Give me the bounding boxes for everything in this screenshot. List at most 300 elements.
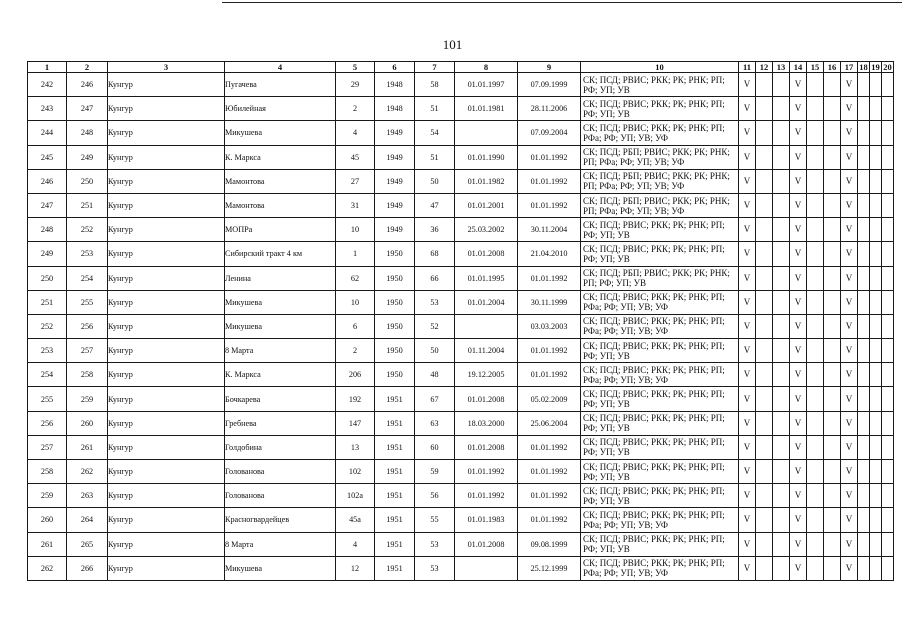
mark-cell-col-16 [824,121,841,145]
build-year-cell: 1949 [375,218,415,242]
mark-cell-col-17: V [841,339,858,363]
city-cell: Кунгур [108,339,225,363]
house-number-cell: 10 [336,218,375,242]
mark-cell-col-12 [756,290,773,314]
mark-cell-col-12 [756,145,773,169]
mark-cell-col-15 [807,556,824,580]
wear-percent-cell: 60 [415,435,455,459]
mark-cell-col-12 [756,484,773,508]
mark-cell-col-17: V [841,121,858,145]
mark-cell-col-16 [824,145,841,169]
house-number-cell: 6 [336,314,375,338]
mark-cell-col-11: V [739,411,756,435]
col-header: 10 [581,62,739,73]
mark-cell-col-19 [870,532,882,556]
mark-cell-col-15 [807,266,824,290]
house-number-cell: 102а [336,484,375,508]
mark-cell-col-12 [756,97,773,121]
mark-cell-col-14: V [790,145,807,169]
mark-cell-col-20 [882,242,894,266]
mark-cell-col-13 [773,97,790,121]
street-cell: Красногвардейцев [225,508,336,532]
mark-cell-col-15 [807,193,824,217]
city-cell: Кунгур [108,460,225,484]
row-number-cell: 245 [28,145,67,169]
city-cell: Кунгур [108,387,225,411]
date-1-cell: 01.01.2008 [455,435,518,459]
house-id-cell: 265 [67,532,108,556]
mark-cell-col-17: V [841,435,858,459]
house-id-cell: 253 [67,242,108,266]
works-list-cell: СК; ПСД; РБП; РВИС; РКК; РК; РНК; РП; РФ; УП; УВ [581,266,739,290]
mark-cell-col-16 [824,532,841,556]
works-list-cell: СК; ПСД; РВИС; РКК; РК; РНК; РП; РФ; УП; УВ [581,532,739,556]
house-id-cell: 256 [67,314,108,338]
house-id-cell: 263 [67,484,108,508]
mark-cell-col-11: V [739,339,756,363]
row-number-cell: 256 [28,411,67,435]
city-cell: Кунгур [108,218,225,242]
mark-cell-col-12 [756,314,773,338]
mark-cell-col-14: V [790,435,807,459]
house-id-cell: 261 [67,435,108,459]
mark-cell-col-18 [858,242,870,266]
build-year-cell: 1948 [375,97,415,121]
mark-cell-col-13 [773,242,790,266]
wear-percent-cell: 53 [415,532,455,556]
house-number-cell: 27 [336,169,375,193]
works-list-cell: СК; ПСД; РВИС; РКК; РК; РНК; РП; РФ; УП; УВ [581,73,739,97]
mark-cell-col-17: V [841,218,858,242]
mark-cell-col-19 [870,242,882,266]
row-number-cell: 258 [28,460,67,484]
house-number-cell: 192 [336,387,375,411]
date-1-cell: 18.03.2000 [455,411,518,435]
mark-cell-col-15 [807,339,824,363]
date-2-cell: 01.01.1992 [518,145,581,169]
mark-cell-col-14: V [790,363,807,387]
mark-cell-col-19 [870,435,882,459]
mark-cell-col-17: V [841,242,858,266]
table-row [28,508,894,532]
row-number-cell: 248 [28,218,67,242]
table-row [28,556,894,580]
page-number: 101 [442,37,463,52]
mark-cell-col-14: V [790,508,807,532]
mark-cell-col-12 [756,169,773,193]
mark-cell-col-16 [824,411,841,435]
mark-cell-col-14: V [790,556,807,580]
mark-cell-col-20 [882,193,894,217]
mark-cell-col-16 [824,508,841,532]
mark-cell-col-16 [824,290,841,314]
col-header: 13 [773,62,790,73]
mark-cell-col-15 [807,314,824,338]
wear-percent-cell: 59 [415,460,455,484]
house-number-cell: 45а [336,508,375,532]
mark-cell-col-20 [882,387,894,411]
city-cell: Кунгур [108,97,225,121]
house-id-cell: 255 [67,290,108,314]
date-2-cell: 30.11.1999 [518,290,581,314]
date-2-cell: 03.03.2003 [518,314,581,338]
mark-cell-col-17: V [841,387,858,411]
mark-cell-col-13 [773,532,790,556]
mark-cell-col-13 [773,363,790,387]
house-number-cell: 62 [336,266,375,290]
mark-cell-col-12 [756,218,773,242]
wear-percent-cell: 51 [415,145,455,169]
mark-cell-col-16 [824,314,841,338]
row-number-cell: 252 [28,314,67,338]
row-number-cell: 249 [28,242,67,266]
mark-cell-col-12 [756,339,773,363]
mark-cell-col-20 [882,411,894,435]
wear-percent-cell: 53 [415,290,455,314]
mark-cell-col-20 [882,218,894,242]
mark-cell-col-16 [824,460,841,484]
date-2-cell: 01.01.1992 [518,435,581,459]
mark-cell-col-18 [858,121,870,145]
date-1-cell: 01.01.1992 [455,460,518,484]
street-cell: Ленина [225,266,336,290]
col-header: 16 [824,62,841,73]
city-cell: Кунгур [108,508,225,532]
mark-cell-col-19 [870,508,882,532]
city-cell: Кунгур [108,266,225,290]
build-year-cell: 1951 [375,435,415,459]
mark-cell-col-20 [882,532,894,556]
date-2-cell: 28.11.2006 [518,97,581,121]
col-header: 14 [790,62,807,73]
mark-cell-col-15 [807,484,824,508]
row-number-cell: 242 [28,73,67,97]
mark-cell-col-15 [807,145,824,169]
mark-cell-col-19 [870,484,882,508]
row-number-cell: 244 [28,121,67,145]
table-row [28,193,894,217]
mark-cell-col-15 [807,532,824,556]
mark-cell-col-16 [824,387,841,411]
mark-cell-col-14: V [790,266,807,290]
mark-cell-col-17: V [841,145,858,169]
col-header: 6 [375,62,415,73]
table-row [28,435,894,459]
table-row [28,314,894,338]
city-cell: Кунгур [108,363,225,387]
city-cell: Кунгур [108,193,225,217]
mark-cell-col-13 [773,145,790,169]
build-year-cell: 1951 [375,508,415,532]
house-id-cell: 262 [67,460,108,484]
works-list-cell: СК; ПСД; РВИС; РКК; РК; РНК; РП; РФ; УП; УВ [581,435,739,459]
house-number-cell: 2 [336,339,375,363]
mark-cell-col-13 [773,73,790,97]
mark-cell-col-11: V [739,484,756,508]
mark-cell-col-20 [882,508,894,532]
house-number-cell: 147 [336,411,375,435]
mark-cell-col-11: V [739,218,756,242]
date-1-cell: 01.01.1995 [455,266,518,290]
mark-cell-col-17: V [841,97,858,121]
col-header: 4 [225,62,336,73]
date-2-cell: 01.01.1992 [518,266,581,290]
build-year-cell: 1949 [375,169,415,193]
house-number-cell: 45 [336,145,375,169]
mark-cell-col-19 [870,363,882,387]
wear-percent-cell: 48 [415,363,455,387]
house-id-cell: 251 [67,193,108,217]
mark-cell-col-17: V [841,169,858,193]
wear-percent-cell: 51 [415,97,455,121]
date-1-cell [455,556,518,580]
mark-cell-col-12 [756,242,773,266]
date-1-cell [455,314,518,338]
mark-cell-col-16 [824,218,841,242]
table-row [28,484,894,508]
mark-cell-col-18 [858,145,870,169]
mark-cell-col-17: V [841,532,858,556]
mark-cell-col-20 [882,339,894,363]
works-list-cell: СК; ПСД; РВИС; РКК; РК; РНК; РП; РФ; УП; УВ [581,339,739,363]
table-body [28,73,894,581]
mark-cell-col-14: V [790,460,807,484]
street-cell: МОПРа [225,218,336,242]
mark-cell-col-11: V [739,97,756,121]
mark-cell-col-17: V [841,556,858,580]
mark-cell-col-16 [824,556,841,580]
mark-cell-col-11: V [739,242,756,266]
mark-cell-col-19 [870,73,882,97]
street-cell: К. Маркса [225,145,336,169]
works-list-cell: СК; ПСД; РВИС; РКК; РК; РНК; РП; РФ; УП; УВ [581,387,739,411]
street-cell: Мамонтова [225,169,336,193]
wear-percent-cell: 50 [415,169,455,193]
house-id-cell: 246 [67,73,108,97]
house-id-cell: 247 [67,97,108,121]
date-1-cell: 01.01.1997 [455,73,518,97]
house-number-cell: 10 [336,290,375,314]
table-row [28,411,894,435]
mark-cell-col-20 [882,73,894,97]
mark-cell-col-17: V [841,290,858,314]
wear-percent-cell: 63 [415,411,455,435]
mark-cell-col-17: V [841,484,858,508]
street-cell: Микушева [225,290,336,314]
wear-percent-cell: 54 [415,121,455,145]
row-number-cell: 246 [28,169,67,193]
mark-cell-col-12 [756,532,773,556]
date-1-cell: 01.01.1992 [455,484,518,508]
col-header: 15 [807,62,824,73]
mark-cell-col-15 [807,121,824,145]
house-id-cell: 252 [67,218,108,242]
col-header: 12 [756,62,773,73]
city-cell: Кунгур [108,556,225,580]
mark-cell-col-13 [773,193,790,217]
mark-cell-col-19 [870,411,882,435]
mark-cell-col-18 [858,169,870,193]
house-number-cell: 31 [336,193,375,217]
mark-cell-col-19 [870,314,882,338]
build-year-cell: 1950 [375,290,415,314]
col-header: 11 [739,62,756,73]
mark-cell-col-16 [824,97,841,121]
mark-cell-col-16 [824,484,841,508]
mark-cell-col-18 [858,508,870,532]
wear-percent-cell: 52 [415,314,455,338]
city-cell: Кунгур [108,411,225,435]
date-2-cell: 05.02.2009 [518,387,581,411]
mark-cell-col-14: V [790,73,807,97]
house-id-cell: 248 [67,121,108,145]
works-list-cell: СК; ПСД; РБП; РВИС; РКК; РК; РНК; РП; РФа; РФ; УП; УВ; УФ [581,145,739,169]
mark-cell-col-12 [756,556,773,580]
row-number-cell: 247 [28,193,67,217]
mark-cell-col-20 [882,290,894,314]
mark-cell-col-15 [807,435,824,459]
mark-cell-col-14: V [790,484,807,508]
house-number-cell: 12 [336,556,375,580]
date-2-cell: 30.11.2004 [518,218,581,242]
mark-cell-col-20 [882,363,894,387]
row-number-cell: 260 [28,508,67,532]
mark-cell-col-11: V [739,314,756,338]
mark-cell-col-13 [773,290,790,314]
col-header: 8 [455,62,518,73]
date-2-cell: 01.01.1992 [518,484,581,508]
col-header: 3 [108,62,225,73]
mark-cell-col-20 [882,435,894,459]
col-header: 17 [841,62,858,73]
city-cell: Кунгур [108,314,225,338]
mark-cell-col-20 [882,145,894,169]
street-cell: Голованова [225,484,336,508]
city-cell: Кунгур [108,169,225,193]
mark-cell-col-18 [858,411,870,435]
wear-percent-cell: 47 [415,193,455,217]
build-year-cell: 1950 [375,242,415,266]
mark-cell-col-13 [773,508,790,532]
mark-cell-col-11: V [739,532,756,556]
date-2-cell: 01.01.1992 [518,193,581,217]
row-number-cell: 254 [28,363,67,387]
mark-cell-col-19 [870,169,882,193]
street-cell: Пугачева [225,73,336,97]
mark-cell-col-13 [773,218,790,242]
works-list-cell: СК; ПСД; РВИС; РКК; РК; РНК; РП; РФ; УП; УВ [581,218,739,242]
col-header: 20 [883,61,892,72]
date-1-cell: 19.12.2005 [455,363,518,387]
mark-cell-col-11: V [739,290,756,314]
col-header: 2 [67,62,108,73]
build-year-cell: 1949 [375,121,415,145]
street-cell: Бочкарева [225,387,336,411]
mark-cell-col-12 [756,411,773,435]
mark-cell-col-18 [858,266,870,290]
col-header: 5 [336,62,375,73]
mark-cell-col-12 [756,435,773,459]
house-id-cell: 264 [67,508,108,532]
mark-cell-col-13 [773,266,790,290]
mark-cell-col-18 [858,97,870,121]
mark-cell-col-13 [773,169,790,193]
col-header: 19 [871,61,880,72]
mark-cell-col-18 [858,339,870,363]
mark-cell-col-15 [807,290,824,314]
wear-percent-cell: 56 [415,484,455,508]
mark-cell-col-15 [807,97,824,121]
works-list-cell: СК; ПСД; РВИС; РКК; РК; РНК; РП; РФ; УП; УВ [581,97,739,121]
table-row [28,169,894,193]
mark-cell-col-14: V [790,339,807,363]
mark-cell-col-18 [858,363,870,387]
mark-cell-col-19 [870,339,882,363]
house-number-cell: 29 [336,73,375,97]
build-year-cell: 1949 [375,193,415,217]
mark-cell-col-19 [870,145,882,169]
mark-cell-col-20 [882,556,894,580]
works-list-cell: СК; ПСД; РВИС; РКК; РК; РНК; РП; РФа; РФ; УП; УВ; УФ [581,556,739,580]
mark-cell-col-18 [858,387,870,411]
works-list-cell: СК; ПСД; РВИС; РКК; РК; РНК; РП; РФ; УП; УВ [581,484,739,508]
build-year-cell: 1950 [375,339,415,363]
mark-cell-col-11: V [739,266,756,290]
table-row [28,73,894,97]
mark-cell-col-20 [882,169,894,193]
wear-percent-cell: 66 [415,266,455,290]
city-cell: Кунгур [108,145,225,169]
mark-cell-col-19 [870,290,882,314]
mark-cell-col-12 [756,73,773,97]
mark-cell-col-14: V [790,387,807,411]
mark-cell-col-12 [756,266,773,290]
house-id-cell: 249 [67,145,108,169]
mark-cell-col-18 [858,290,870,314]
mark-cell-col-14: V [790,97,807,121]
build-year-cell: 1950 [375,363,415,387]
house-number-cell: 4 [336,532,375,556]
row-number-cell: 259 [28,484,67,508]
works-list-cell: СК; ПСД; РВИС; РКК; РК; РНК; РП; РФа; РФ; УП; УВ; УФ [581,508,739,532]
house-number-cell: 13 [336,435,375,459]
date-2-cell: 21.04.2010 [518,242,581,266]
house-id-cell: 266 [67,556,108,580]
date-1-cell: 01.01.2008 [455,242,518,266]
works-list-cell: СК; ПСД; РБП; РВИС; РКК; РК; РНК; РП; РФа; РФ; УП; УВ; УФ [581,169,739,193]
mark-cell-col-11: V [739,363,756,387]
mark-cell-col-15 [807,363,824,387]
date-2-cell: 25.06.2004 [518,411,581,435]
date-2-cell: 01.01.1992 [518,363,581,387]
mark-cell-col-11: V [739,508,756,532]
date-1-cell [455,121,518,145]
mark-cell-col-14: V [790,411,807,435]
date-1-cell: 01.01.2008 [455,387,518,411]
build-year-cell: 1951 [375,411,415,435]
wear-percent-cell: 58 [415,73,455,97]
mark-cell-col-13 [773,387,790,411]
mark-cell-col-16 [824,363,841,387]
mark-cell-col-16 [824,435,841,459]
mark-cell-col-11: V [739,460,756,484]
works-list-cell: СК; ПСД; РВИС; РКК; РК; РНК; РП; РФа; РФ; УП; УВ; УФ [581,121,739,145]
works-list-cell: СК; ПСД; РВИС; РКК; РК; РНК; РП; РФа; РФ; УП; УВ; УФ [581,363,739,387]
table-row [28,532,894,556]
mark-cell-col-17: V [841,266,858,290]
mark-cell-col-11: V [739,73,756,97]
mark-cell-col-19 [870,556,882,580]
